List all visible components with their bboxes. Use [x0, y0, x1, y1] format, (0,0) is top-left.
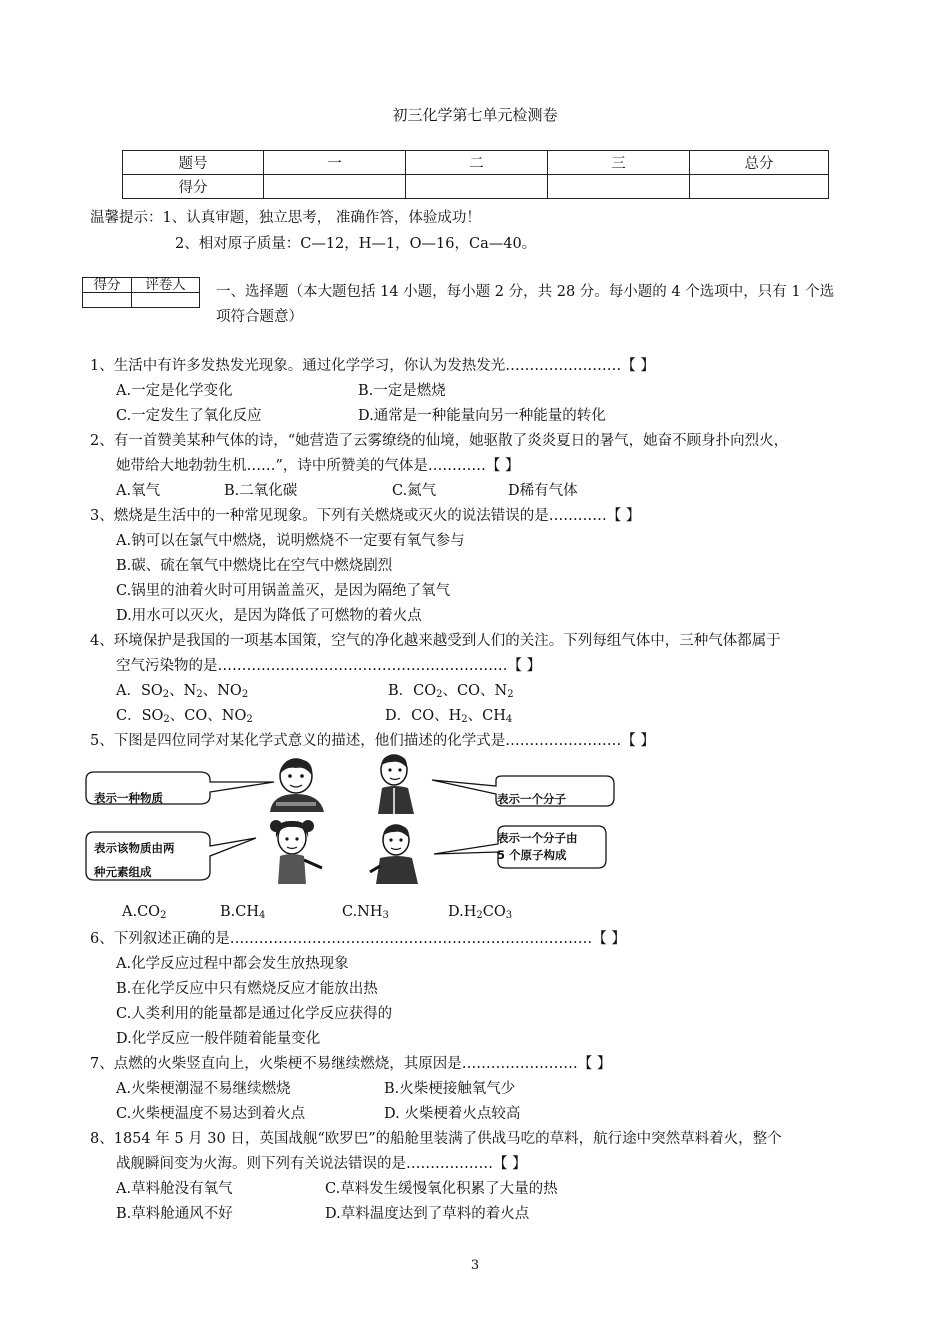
formula-part: C．SO: [116, 708, 164, 724]
student-1-illustration: [262, 756, 330, 814]
formula-part: D.H: [448, 904, 477, 920]
question-5-option-a: [122, 904, 166, 921]
speech-bubble-4-text-1: 表示一个分子由: [497, 831, 578, 845]
formula-part: B.CH: [220, 904, 260, 920]
page-title: 初三化学第七单元检测卷: [392, 106, 558, 124]
question-1-option-c: C.一定发生了氧化反应: [116, 408, 262, 424]
question-5-option-b: [220, 904, 265, 921]
question-2-option-a: A.氧气: [116, 483, 161, 499]
score-table-header-row: [123, 151, 829, 175]
question-4-stem: 4、环境保护是我国的一项基本国策，空气的净化越来越受到人们的关注。下列每组气体中，三种气体都属于: [90, 633, 781, 649]
question-3-stem: 3、燃烧是生活中的一种常见现象。下列有关燃烧或灭火的说法错误的是…………【 】: [90, 508, 641, 524]
score-cell[interactable]: [548, 175, 690, 199]
formula-subscript: 4: [505, 714, 513, 725]
question-5-option-d: [448, 904, 512, 921]
formula-subscript: 2: [461, 714, 468, 725]
student-3-illustration: [258, 818, 330, 886]
formula-subscript: 4: [259, 910, 266, 921]
formula-subscript: 2: [162, 689, 170, 700]
grader-score-cell[interactable]: [83, 293, 132, 308]
question-2-stem-cont: 她带给大地勃勃生机……”，诗中所赞美的气体是…………【 】: [116, 458, 520, 474]
formula-subscript: 2: [196, 689, 203, 700]
question-6-option-b: B.在化学反应中只有燃烧反应才能放出热: [116, 981, 378, 997]
section-1-heading-cont: 项符合题意）: [216, 309, 303, 325]
question-3-option-b: B.碳、硫在氧气中燃烧比在空气中燃烧剧烈: [116, 558, 393, 574]
question-3-option-d: D.用水可以灭火，是因为降低了可燃物的着火点: [116, 608, 422, 624]
question-4-option-a: [116, 679, 248, 700]
question-1-option-d: D.通常是一种能量向另一种能量的转化: [358, 408, 606, 424]
score-table-score-row: [123, 175, 829, 199]
grader-score-label: 得分: [83, 278, 132, 293]
formula-part: A．SO: [116, 683, 163, 699]
section-1-heading: 一、选择题（本大题包括 14 小题，每小题 2 分，共 28 分。每小题的 4 个选项中，只有 1 个选: [216, 284, 835, 300]
score-cell[interactable]: [690, 175, 829, 199]
formula-part: 、N: [169, 683, 197, 699]
question-2-option-c: C.氮气: [392, 483, 437, 499]
question-3-option-a: A.钠可以在氯气中燃烧，说明燃烧不一定要有氧气参与: [116, 533, 465, 549]
question-1-option-a: A.一定是化学变化: [116, 383, 233, 399]
formula-part: 、NO: [202, 683, 242, 699]
grader-name-cell[interactable]: [132, 293, 200, 308]
question-4-stem-cont: 空气污染物的是……………………………………………………【 】: [116, 658, 542, 674]
question-7-option-b: B.火柴梗接触氧气少: [384, 1081, 516, 1097]
question-8-option-a: A.草料舱没有氧气: [116, 1181, 233, 1197]
tips-line-2: 2、相对原子质量：C—12，H—1，O—16，Ca—40。: [175, 236, 537, 252]
formula-part: C.NH: [342, 904, 383, 920]
formula-subscript: 3: [382, 910, 389, 921]
formula-subscript: 2: [163, 714, 170, 725]
question-8-option-b: B.草料舱通风不好: [116, 1206, 233, 1222]
question-8-stem: 8、1854 年 5 月 30 日，英国战舰“欧罗巴”的船舱里装满了供战马吃的草料，航行途中突然草料着火，整个: [90, 1131, 782, 1147]
question-8-option-d: D.草料温度达到了草料的着火点: [325, 1206, 530, 1222]
formula-part: 、CO、NO: [169, 708, 247, 724]
speech-bubble-3-text-2: 种元素组成: [94, 865, 152, 879]
score-cell[interactable]: [264, 175, 406, 199]
question-3-option-c: C.锅里的油着火时可用锅盖盖灭，是因为隔绝了氧气: [116, 583, 451, 599]
question-7-stem: 7、点燃的火柴竖直向上，火柴梗不易继续燃烧，其原因是……………………【 】: [90, 1056, 612, 1072]
student-2-illustration: [370, 752, 422, 816]
question-4-option-c: [116, 704, 253, 725]
tips-line-1: 温馨提示：1、认真审题，独立思考， 准确作答，体验成功！: [90, 210, 481, 226]
formula-part: B．CO: [388, 683, 437, 699]
grader-box: [82, 277, 200, 308]
grader-name-label: 评卷人: [132, 278, 200, 293]
score-table-header-cell: 三: [548, 151, 690, 175]
question-2-option-d: D稀有气体: [508, 483, 578, 499]
speech-bubble-4-text-2: 5 个原子构成: [497, 848, 567, 862]
score-table: [122, 150, 829, 199]
formula-part: 、CH: [467, 708, 506, 724]
score-table-header-cell: 二: [406, 151, 548, 175]
score-table-header-cell: 一: [264, 151, 406, 175]
question-1-option-b: B.一定是燃烧: [358, 383, 446, 399]
question-1-stem: 1、生活中有许多发热发光现象。通过化学学习，你认为发热发光……………………【 】: [90, 358, 655, 374]
question-4-option-d: [385, 704, 512, 725]
formula-subscript: 2: [241, 689, 249, 700]
formula-subscript: 2: [507, 689, 514, 700]
score-cell[interactable]: [406, 175, 548, 199]
formula-subscript: 2: [476, 910, 483, 921]
question-5-option-c: [342, 904, 389, 921]
score-table-header-cell: 总分: [690, 151, 829, 175]
student-4-illustration: [366, 822, 428, 886]
formula-subscript: 2: [246, 714, 253, 725]
formula-part: D．CO、H: [385, 708, 462, 724]
speech-bubble-2-text: 表示一个分子: [497, 792, 566, 806]
formula-subscript: 2: [436, 689, 443, 700]
question-4-option-b: [388, 679, 514, 700]
question-7-option-c: C.火柴梗温度不易达到着火点: [116, 1106, 306, 1122]
question-6-option-c: C.人类利用的能量都是通过化学反应获得的: [116, 1006, 393, 1022]
question-6-option-d: D.化学反应一般伴随着能量变化: [116, 1031, 321, 1047]
score-table-row-label: 得分: [123, 175, 264, 199]
question-7-option-a: A.火柴梗潮湿不易继续燃烧: [116, 1081, 291, 1097]
question-2-stem: 2、有一首赞美某种气体的诗，“她营造了云雾缭绕的仙境，她驱散了炎炎夏日的暑气，她奋不顾身扑向烈火，: [90, 433, 789, 449]
question-7-option-d: D. 火柴梗着火点较高: [384, 1106, 521, 1122]
formula-part: 、CO、N: [442, 683, 508, 699]
formula-part: A.CO: [122, 904, 161, 920]
question-6-stem: 6、下列叙述正确的是…………………………………………………………………【 】: [90, 931, 626, 947]
question-2-option-b: B.二氧化碳: [224, 483, 298, 499]
question-5-stem: 5、下图是四位同学对某化学式意义的描述，他们描述的化学式是……………………【 】: [90, 733, 655, 749]
question-6-option-a: A.化学反应过程中都会发生放热现象: [116, 956, 349, 972]
speech-bubble-3-text-1: 表示该物质由两: [94, 841, 175, 855]
score-table-header-cell: 题号: [123, 151, 264, 175]
formula-part: CO: [482, 904, 506, 920]
speech-bubble-1-text: 表示一种物质: [94, 791, 163, 805]
page-number: 3: [470, 1258, 480, 1273]
question-8-option-c: C.草料发生缓慢氧化积累了大量的热: [325, 1181, 558, 1197]
formula-subscript: 2: [160, 910, 167, 921]
question-8-stem-cont: 战舰瞬间变为火海。则下列有关说法错误的是………………【 】: [116, 1156, 527, 1172]
formula-subscript: 3: [505, 910, 513, 921]
